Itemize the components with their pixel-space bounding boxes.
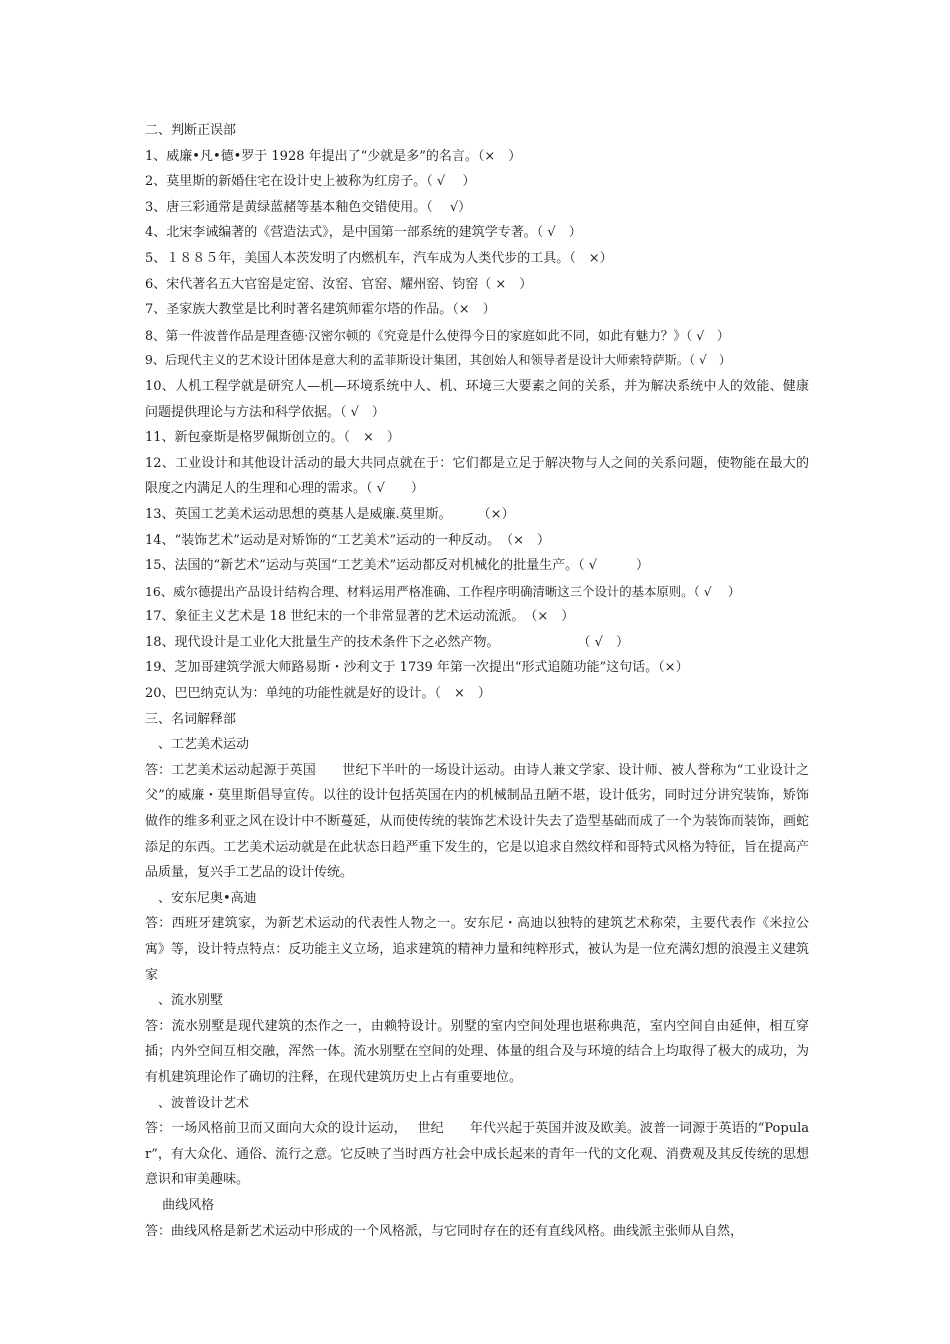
term-title-curve-style: 曲线风格 bbox=[145, 1197, 215, 1213]
judgement-item-7: 7、圣家族大教堂是比利时著名建筑师霍尔塔的作品。（× ） bbox=[145, 302, 496, 318]
judgement-item-13: 13、英国工艺美术运动思想的奠基人是威廉.莫里斯。 （×） bbox=[145, 506, 515, 522]
term-answer-arts-crafts: 答：工艺美术运动起源于英国 世纪下半叶的一场设计运动。由诗人兼文学家、设计师、被人誉称为“工业设计之父”的威廉・莫里斯倡导宣传。以往的设计包括英国在内的机械制品丑陋不堪，设计低劣，同时过分讲究装饰，矫饰做作的维多利亚之风在设计中不断蔓延，从而使传统的装饰艺术设计失去了造型基础而成了一个为装饰而装饰，画蛇添足的东西。工艺美术运动就是在此状态日趋严重下发生的，它是以追求自然纹样和哥特式风格为特征，旨在提高产品质量，复兴手工艺品的设计传统。 bbox=[145, 762, 809, 881]
section-title-terms: 三、名词解释部 bbox=[145, 711, 237, 727]
judgement-item-12: 12、工业设计和其他设计活动的最大共同点就在于：它们都是立足于解决物与人之间的关系问题，使物能在最大的限度之内满足人的生理和心理的需求。（ √ ） bbox=[145, 455, 809, 497]
document-page bbox=[145, 118, 809, 1244]
term-answer-fallingwater: 答：流水别墅是现代建筑的杰作之一，由赖特设计。别墅的室内空间处理也堪称典范，室内空间自由延伸，相互穿插；内外空间互相交融，浑然一体。流水别墅在空间的处理、体量的组合及与环境的结合上均取得了极大的成功，为有机建筑理论作了确切的注释，在现代建筑历史上占有重要地位。 bbox=[145, 1018, 809, 1085]
judgement-item-15: 15、法国的“新艺术”运动与英国“工艺美术”运动都反对机械化的批量生产。（ √ ） bbox=[145, 558, 650, 574]
term-answer-curve-style: 答：曲线风格是新艺术运动中形成的一个风格派，与它同时存在的还有直线风格。曲线派主张师从自然， bbox=[145, 1223, 744, 1239]
judgement-item-14: 14、“装饰艺术”运动是对矫饰的“工艺美术”运动的一种反动。 （× ） bbox=[145, 532, 551, 548]
term-answer-gaudi: 答：西班牙建筑家，为新艺术运动的代表性人物之一。安东尼・高迪以独特的建筑艺术称荣，主要代表作《米拉公寓》等，设计特点特点：反功能主义立场，追求建筑的精神力量和纯粹形式，被认为是一位充满幻想的浪漫主义建筑家 bbox=[145, 916, 809, 983]
judgement-item-18: 18、现代设计是工业化大批量生产的技术条件下之必然产物。 （ √ ） bbox=[145, 634, 629, 650]
term-title-pop-design: 、波普设计艺术 bbox=[145, 1095, 250, 1111]
term-title-arts-crafts: 、工艺美术运动 bbox=[145, 737, 250, 753]
judgement-item-10: 10、人机工程学就是研究人—机—环境系统中人、机、环境三大要素之间的关系，并为解决系统中人的效能、健康问题提供理论与方法和科学依据。（ √ ） bbox=[145, 378, 809, 420]
judgement-item-3: 3、唐三彩通常是黄绿蓝赭等基本釉色交错使用。（ √） bbox=[145, 199, 472, 215]
term-answer-pop-design: 答：一场风格前卫而又面向大众的设计运动， 世纪 年代兴起于英国并波及欧美。波普一词源于英语的“Popular”，有大众化、通俗、流行之意。它反映了当时西方社会中成长起来的青年一代的文化观、消费观及其反传统的思想意识和审美趣味。 bbox=[145, 1121, 809, 1188]
judgement-item-8: 8、第一件波普作品是理查德·汉密尔顿的《究竟是什么使得今日的家庭如此不同，如此有魅力？》（ √ ） bbox=[145, 327, 730, 343]
judgement-item-11: 11、新包豪斯是格罗佩斯创立的。（ × ） bbox=[145, 430, 400, 446]
term-title-gaudi: 、安东尼奥•高迪 bbox=[145, 890, 257, 906]
judgement-item-19: 19、芝加哥建筑学派大师路易斯・沙利文于 1739 年第一次提出“形式追随功能”这句话。（×） bbox=[145, 660, 689, 676]
section-title-judgement: 二、判断正误部 bbox=[145, 123, 237, 138]
judgement-item-1: 1、威廉•凡•德•罗于 1928 年提出了“少就是多”的名言。（× ） bbox=[145, 148, 522, 164]
judgement-item-16: 16、威尔德提出产品设计结构合理、材料运用严格准确、工作程序明确清晰这三个设计的基本原则。（ √ ） bbox=[145, 583, 741, 599]
judgement-item-17: 17、象征主义艺术是 18 世纪末的一个非常显著的艺术运动流派。 （× ） bbox=[145, 609, 575, 625]
judgement-item-2: 2、莫里斯的新婚住宅在设计史上被称为红房子。（ √ ） bbox=[145, 174, 476, 190]
term-title-fallingwater: 、流水别墅 bbox=[145, 993, 224, 1009]
judgement-item-20: 20、巴巴纳克认为：单纯的功能性就是好的设计。（ × ） bbox=[145, 686, 491, 702]
judgement-item-6: 6、宋代著名五大官窑是定窑、汝窑、官窑、耀州窑、钧窑（ × ） bbox=[145, 276, 533, 292]
judgement-item-4: 4、北宋李诫编著的《营造法式》，是中国第一部系统的建筑学专著。（ √ ） bbox=[145, 225, 582, 241]
judgement-item-5: 5、１８８５年，美国人本茨发明了内燃机车，汽车成为人类代步的工具。（ ×） bbox=[145, 250, 613, 266]
judgement-item-9: 9、后现代主义的艺术设计团体是意大利的孟菲斯设计集团，其创始人和领导者是设计大师索特萨斯。（ √ ） bbox=[145, 353, 732, 368]
